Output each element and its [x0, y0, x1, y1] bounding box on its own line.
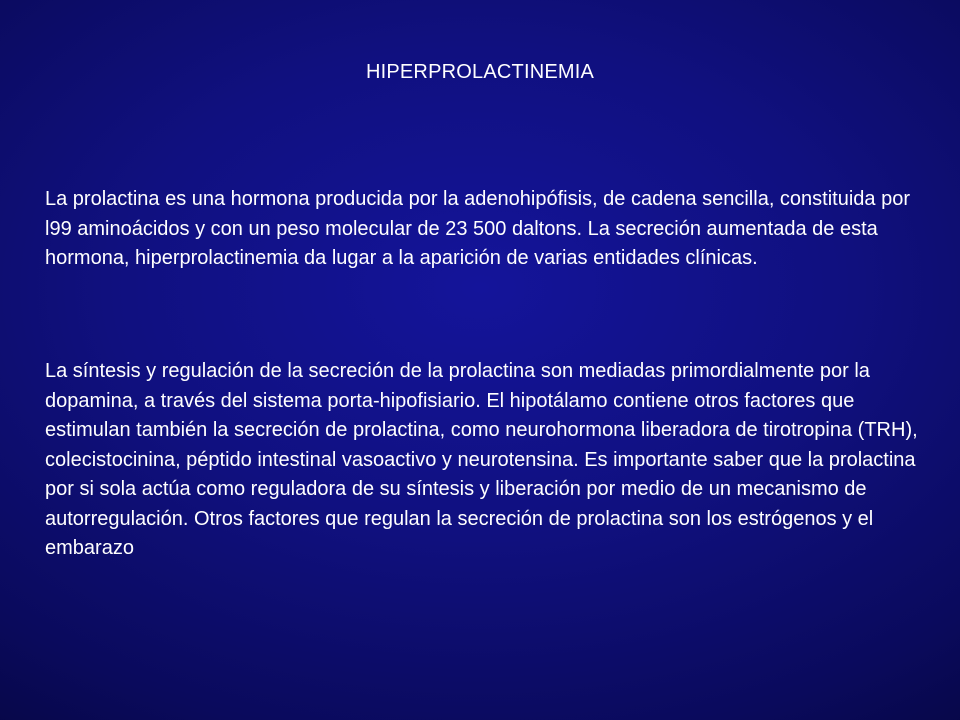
slide-title: HIPERPROLACTINEMIA: [365, 61, 595, 83]
paragraph-prolactina-definition: La prolactina es una hormona producida por la adenohipófisis, de cadena sencilla, constituida por l99 aminoácidos y con un peso molecular de 23 500 daltons. La secreción aumentada de esta hormona, hiperprolactinemia da lugar a la aparición de varias entidades clínicas.: [45, 188, 911, 269]
paragraph-prolactina-regulation: La síntesis y regulación de la secreción de la prolactina son mediadas primordialmente por la dopamina, a través del sistema porta-hipofisiario. El hipotálamo contiene otros factores que estimulan también la secreción de prolactina, como neurohormona liberadora de tirotropina (TRH), colecistocinina, péptido intestinal vasoactivo y neurotensina. Es importante saber que la prolactina por si sola actúa como reguladora de su síntesis y liberación por medio de un mecanismo de autorregulación. Otros factores que regulan la secreción de prolactina son los estrógenos y el embarazo: [45, 360, 918, 559]
